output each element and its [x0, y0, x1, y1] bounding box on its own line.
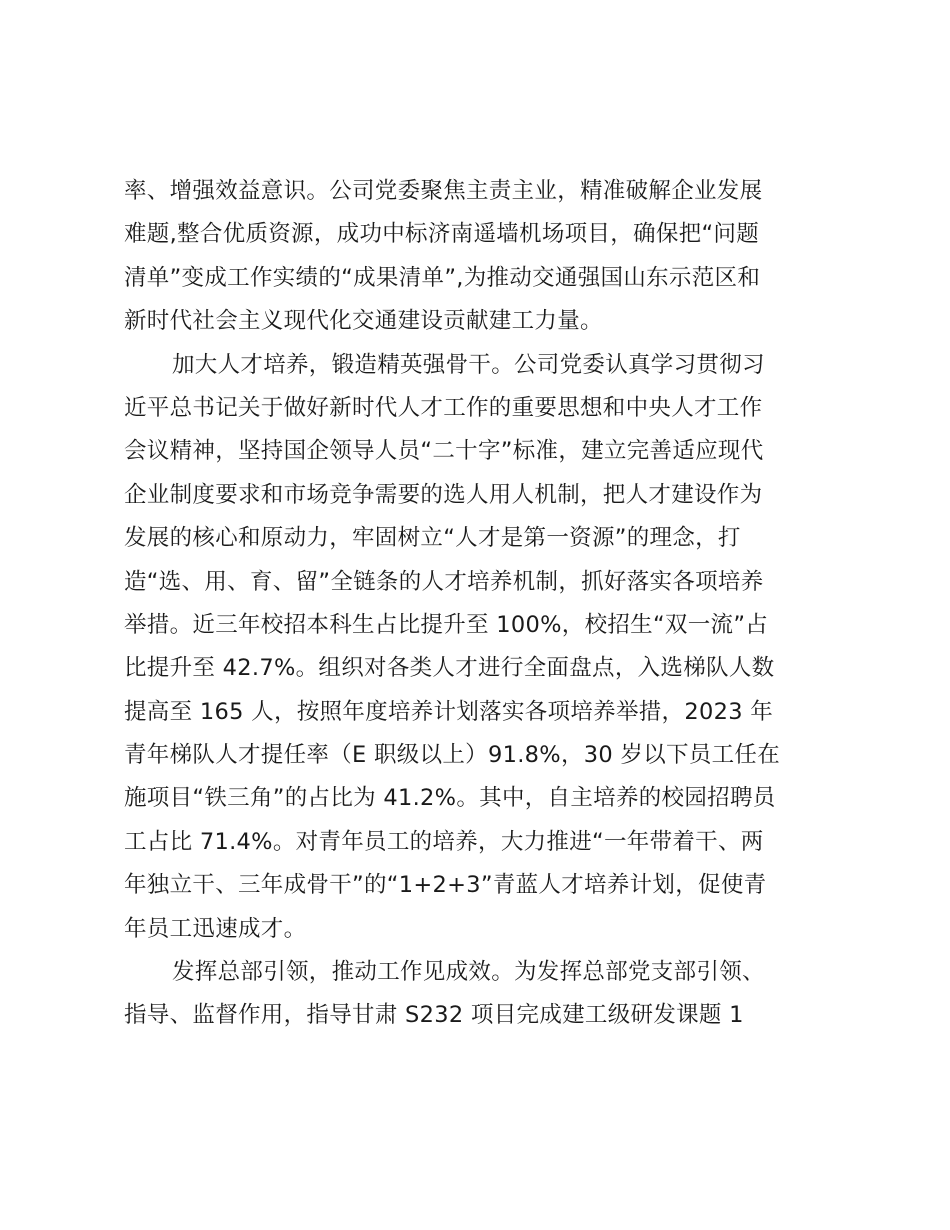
text-line: 会议精神，坚持国企领导人员“二十字”标准，建立完善适应现代: [124, 438, 764, 465]
text-line: 年独立干、三年成骨干”的“1+2+3”青蓝人才培养计划，促使青: [124, 872, 767, 899]
text-line: 难题,整合优质资源，成功中标济南遥墙机场项目，确保把“问题: [124, 221, 760, 248]
text-line: 年员工迅速成才。: [124, 915, 307, 942]
text-line: 施项目“铁三角”的占比为 41.2%。其中，自主培养的校园招聘员: [124, 785, 776, 812]
text-line: 近平总书记关于做好新时代人才工作的重要思想和中央人才工作: [124, 394, 763, 421]
text-line: 举措。近三年校招本科生占比提升至 100%，校招生“双一流”占: [124, 611, 769, 638]
text-line: 发展的核心和原动力，牢固树立“人才是第一资源”的理念，打: [124, 525, 741, 552]
paragraph-start-line: 发挥总部引领，推动工作见成效。为发挥总部党支部引领、: [172, 959, 765, 986]
text-line: 新时代社会主义现代化交通建设贡献建工力量。: [124, 308, 603, 335]
document-body: [124, 170, 834, 1038]
text-line: 工占比 71.4%。对青年员工的培养，大力推进“一年带着干、两: [124, 828, 764, 855]
text-line: 率、增强效益意识。公司党委聚焦主责主业，精准破解企业发展: [124, 178, 763, 204]
paragraph-start-line: 加大人才培养，锻造精英强骨干。公司党委认真学习贯彻习: [172, 351, 765, 378]
text-line: 青年梯队人才提任率（E 职级以上）91.8%，30 岁以下员工任在: [124, 742, 781, 769]
text-line: 指导、监督作用，指导甘肃 S232 项目完成建工级研发课题 1: [124, 1002, 744, 1029]
text-line: 清单”变成工作实绩的“成果清单”,为推动交通强国山东示范区和: [124, 264, 761, 291]
text-line: 造“选、用、育、留”全链条的人才培养机制，抓好落实各项培养: [124, 568, 764, 595]
text-line: 企业制度要求和市场竞争需要的选人用人机制，把人才建设作为: [124, 481, 763, 508]
text-line: 提高至 165 人，按照年度培养计划落实各项培养举措，2023 年: [124, 698, 774, 725]
text-line: 比提升至 42.7%。组织对各类人才进行全面盘点，入选梯队人数: [124, 655, 775, 682]
